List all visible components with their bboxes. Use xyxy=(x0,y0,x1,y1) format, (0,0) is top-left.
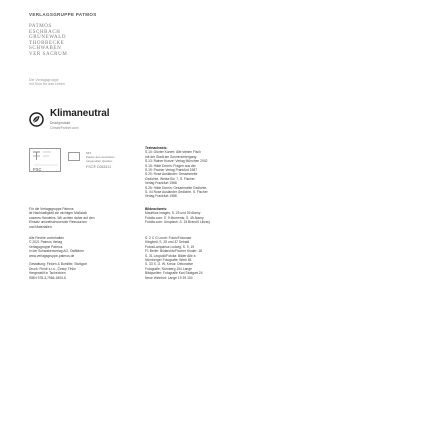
photo-credit-line: Nürnberger Fotografie: Werk 84 xyxy=(145,258,192,263)
text-credit-line: S.13: Rainer Kunze: Verlag München 2002 xyxy=(145,159,208,164)
text-credit-line: S.19: Fischer Verlag Frankfurt 1987 xyxy=(145,168,198,173)
text-credit-line: S.10: Günter Kunert: Alle sieben Fisch xyxy=(145,150,201,155)
fsc-label xyxy=(86,152,115,163)
photo-credit-line: Neue Weinfurt: Lange 19 39 104 xyxy=(145,275,193,280)
copyright-block xyxy=(29,236,111,280)
fsc-checkmark-icon xyxy=(68,152,80,161)
photo-credits-block xyxy=(145,236,235,280)
fsc-license-code: FSC® C083411 xyxy=(86,165,112,169)
svg-text:FSC: FSC xyxy=(33,167,42,172)
climate-neutral-title: Klimaneutral xyxy=(50,108,110,119)
fsc-label-line: Papier aus verantwor- xyxy=(86,154,116,159)
copyright-line: Alle Rechte vorbehalten xyxy=(29,236,65,240)
image-credit-line: Fotolia.com: S. 9 Moments; S. 49 Alamy xyxy=(145,215,204,220)
photo-credit-line: Fotos/Lamparius Ludwig: S. 9, 19 xyxy=(145,244,195,249)
brand-item: ESCHBACH xyxy=(29,29,61,35)
photo-credit-line: Bildquellen: Fotografie Karl Stuttgart 24 xyxy=(145,271,203,276)
photo-credit-line: S. 2 C G Lumb: Fotos/Fotocase xyxy=(145,236,192,240)
fsc-label-line: MIX xyxy=(86,151,92,155)
text-credit-line: S. 44 Rose Ausländer Gedichte, S. Fischer xyxy=(145,190,208,195)
brand-item: VER SACRUM xyxy=(29,51,68,57)
tagline-line: mit Sinn für das Leben xyxy=(29,82,65,87)
brand-item: GRÜNEWALD xyxy=(29,35,67,41)
text-credit-line: mit der Stadt am Sonnenuntergang xyxy=(145,154,197,159)
fsc-tree-logo-icon xyxy=(30,149,62,173)
copyright-line: in der Schwabenverlag AG, Ostfildern xyxy=(29,249,84,254)
photo-credit-line: S. 31 Leopold/Fotolia: Bilder Alle a xyxy=(145,253,196,258)
image-credit-line: Fotolia.com: Unsplash: S. 15 BrandX Library xyxy=(145,220,211,225)
text-credit-line: S.26: Hilde Domin: Gesammelte Gedichte, xyxy=(145,185,208,190)
fsc-label-line: tungsvollen Quellen xyxy=(86,158,113,163)
copyright-line: Druck: Finidr s.r.o., Český Těšín xyxy=(29,266,76,271)
text-credit-line: Verlag Frankfurt 1988 xyxy=(145,181,177,186)
sustainability-line: ist Nachhaltigkeit ein wichtiger Maßstab xyxy=(29,211,87,216)
text-credits-heading: Textnachweis: xyxy=(145,146,168,150)
sustainability-line: Für die Verlagsgruppe Patmos xyxy=(29,207,74,211)
brand-item: SCHWABEN xyxy=(29,46,62,52)
text-credit-line: Gedichte, Werke Bd. 7, S. Fischer xyxy=(145,176,195,181)
text-credit-line: S.20: Rose Ausländer: Gesammelte xyxy=(145,172,198,177)
sustainability-line: Einsatz umweltschonender Ressourcen xyxy=(29,220,87,225)
copyright-line: Gestaltung: Finken & Bumiller, Stuttgart xyxy=(29,262,87,267)
publisher-group-name: VERLAGSGRUPPE PATMOS xyxy=(29,12,97,17)
text-credit-line: Verlag Frankfurt 1988 xyxy=(145,194,177,199)
imprint-brand-list xyxy=(29,24,67,58)
climate-neutral-subtitle: Druckprodukt xyxy=(50,121,71,125)
text-credit-line: S.15: Hilde Domin: Fragen aus der xyxy=(145,163,196,168)
tagline-line: Die Verlagsgruppe xyxy=(29,78,59,82)
climate-neutral-logo-icon xyxy=(29,112,44,127)
photo-credit-line: F1 Berlin: Bildarchiv/Fischer Kinder: 18 xyxy=(145,249,202,254)
image-credits-heading: Bildnachweis: xyxy=(145,207,168,211)
copyright-line: Hergestellt in Tschechien xyxy=(29,271,66,276)
copyright-line: © 2021 Patmos Verlag xyxy=(29,240,63,245)
text-credits-block xyxy=(145,146,235,199)
sustainability-line: und Materialien. xyxy=(29,224,53,229)
brand-item: THORBECKE xyxy=(29,40,65,46)
sustainability-line: unseres Handelns. Wir achten daher auf den xyxy=(29,215,95,220)
brand-item: PATMOS xyxy=(29,24,52,29)
climate-partner-url: ClimatePartner.com/ xyxy=(50,125,79,130)
copyright-line: ISBN 978-3-7966-1800-6 xyxy=(29,275,66,280)
copyright-line: Verlagsgruppe Patmos xyxy=(29,244,63,249)
image-credits-block xyxy=(145,207,235,225)
sustainability-note-block xyxy=(29,207,111,229)
image-credit-line: Mauritius images: S. 25 und 39 Alamy xyxy=(145,211,201,216)
publisher-tagline xyxy=(29,78,65,87)
fsc-logo-box xyxy=(29,148,61,172)
photo-credit-line: Fotografie, Nürnberg 154 Lange xyxy=(145,266,192,271)
copyright-line: www.verlagsgruppe-patmos.de xyxy=(29,253,75,258)
photo-credit-line: S. 33 S. G. W. Kreuz: Dekorative xyxy=(145,262,194,267)
photo-credit-line: Klingbeil: S. 25 und 37 Sebald xyxy=(145,240,190,245)
